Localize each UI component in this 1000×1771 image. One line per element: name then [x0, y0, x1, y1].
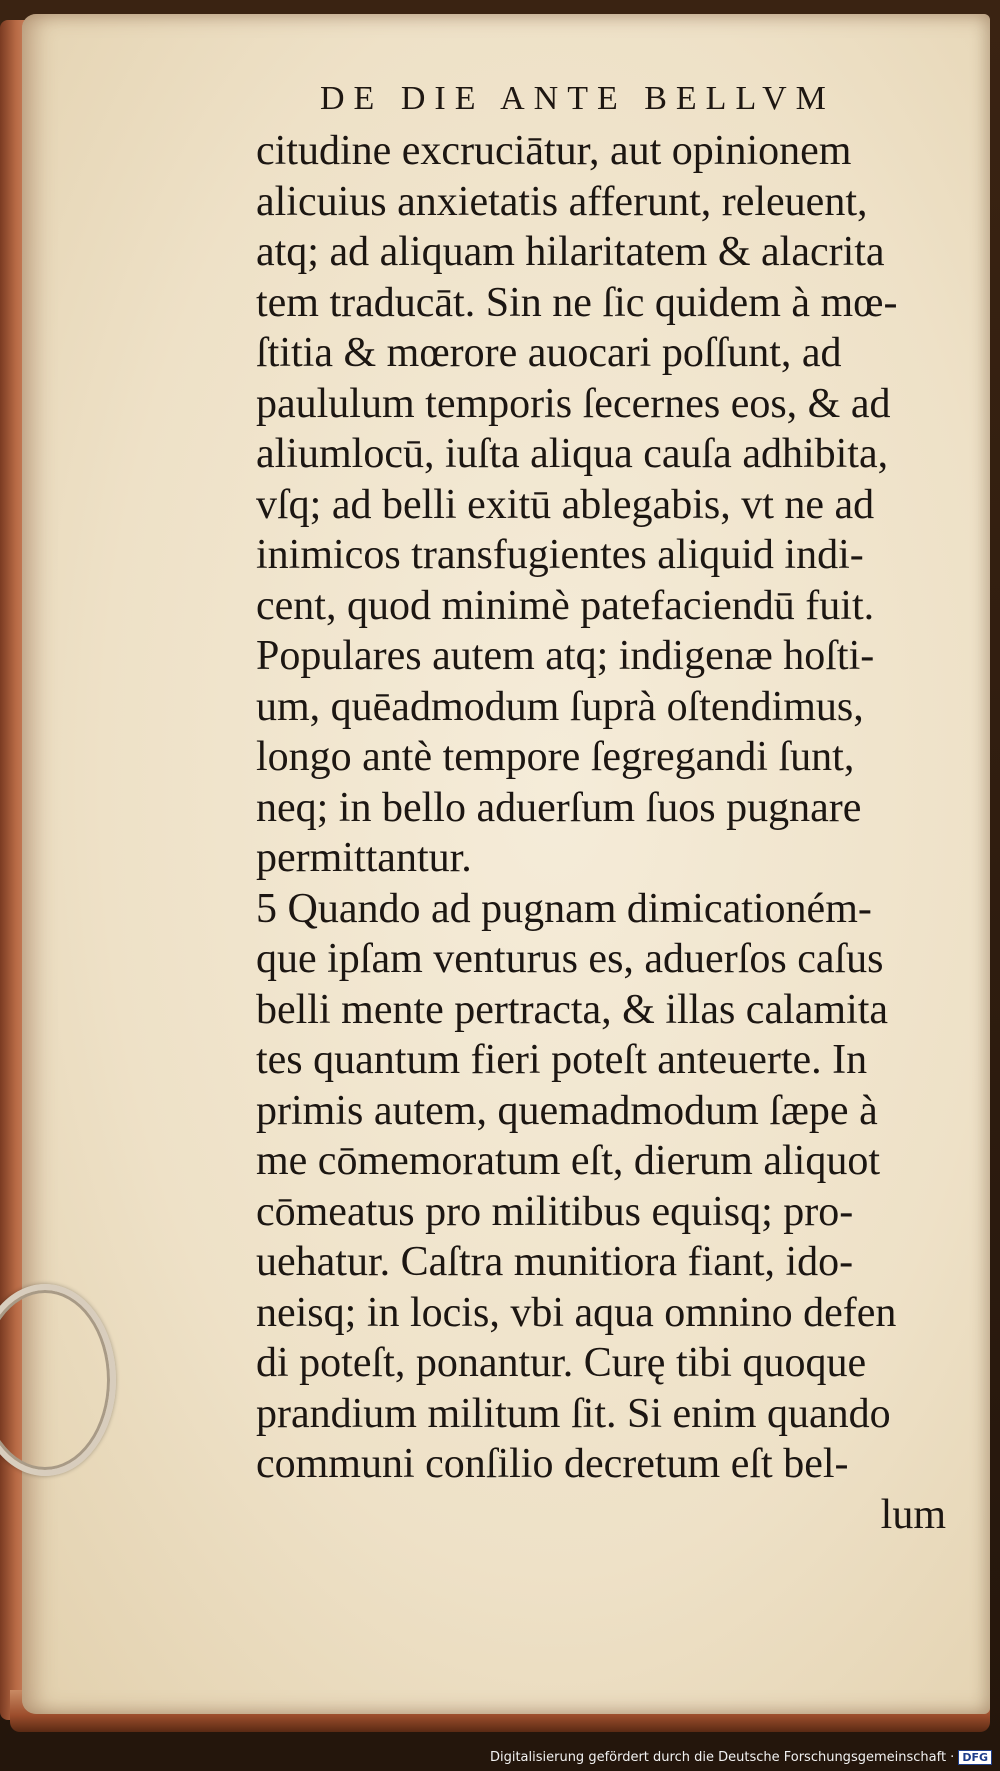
text-line: me cōmemoratum eſt, dierum aliquot — [256, 1138, 880, 1184]
text-line: que ipſam venturus es, aduerſos caſus — [256, 936, 884, 982]
running-head: DE DIE ANTE BELLVM — [320, 80, 835, 117]
digitization-credit — [490, 1750, 992, 1765]
text-line: tes quantum fieri poteſt anteuerte. In — [256, 1037, 868, 1083]
text-block — [256, 126, 976, 1540]
dfg-logo-icon: DFG — [958, 1750, 992, 1765]
catchword: lum — [880, 1491, 946, 1538]
text-line: paululum temporis ſecernes eos, & ad — [256, 380, 891, 427]
text-line: 5 Quando ad pugnam dimicationém- — [256, 885, 872, 932]
text-line: um, quēadmodum ſuprà oſtendimus, — [256, 683, 864, 730]
text-line: cent, quod minimè patefaciendū fuit. — [256, 582, 875, 629]
text-line: longo antè tempore ſegregandi ſunt, — [256, 734, 855, 780]
text-line: ſtitia & mœrore auocari poſſunt, ad — [256, 330, 842, 376]
text-line: cōmeatus pro militibus equisq; pro- — [256, 1188, 854, 1235]
credit-text: Digitalisierung gefördert durch die Deutsche Forschungsgemeinschaft · — [489, 1750, 955, 1765]
text-line: citudine excruciātur, aut opinionem — [256, 128, 852, 174]
text-line: alicuius anxietatis afferunt, releuent, — [256, 178, 868, 225]
text-line: primis autem, quemadmodum ſæpe à — [256, 1087, 878, 1134]
text-line: vſq; ad belli exitū ablegabis, vt ne ad — [256, 481, 875, 528]
text-line: atq; ad aliquam hilaritatem & alacrita — [256, 229, 885, 275]
text-line: neq; in bello aduerſum ſuos pugnare — [256, 784, 862, 831]
text-line: permittantur. — [256, 835, 472, 881]
text-line: inimicos transfugientes aliquid indi- — [256, 532, 864, 578]
text-line: prandium militum ſit. Si enim quando — [256, 1390, 891, 1437]
text-line: neisq; in locis, vbi aqua omnino defen — [256, 1289, 897, 1336]
text-line: communi conſilio decretum eſt bel- — [256, 1441, 849, 1487]
text-line: tem traducāt. Sin ne ſic quidem à mœ- — [256, 279, 898, 326]
ring-clasp-icon — [0, 1284, 116, 1476]
text-line: uehatur. Caſtra munitiora fiant, ido- — [256, 1239, 854, 1285]
text-line: belli mente pertracta, & illas calamita — [256, 986, 889, 1033]
text-line: di poteſt, ponantur. Curę tibi quoque — [256, 1340, 867, 1386]
text-line: aliumlocū, iuſta aliqua cauſa adhibita, — [256, 431, 889, 477]
text-line: Populares autem atq; indigenæ hoſti- — [256, 633, 875, 679]
